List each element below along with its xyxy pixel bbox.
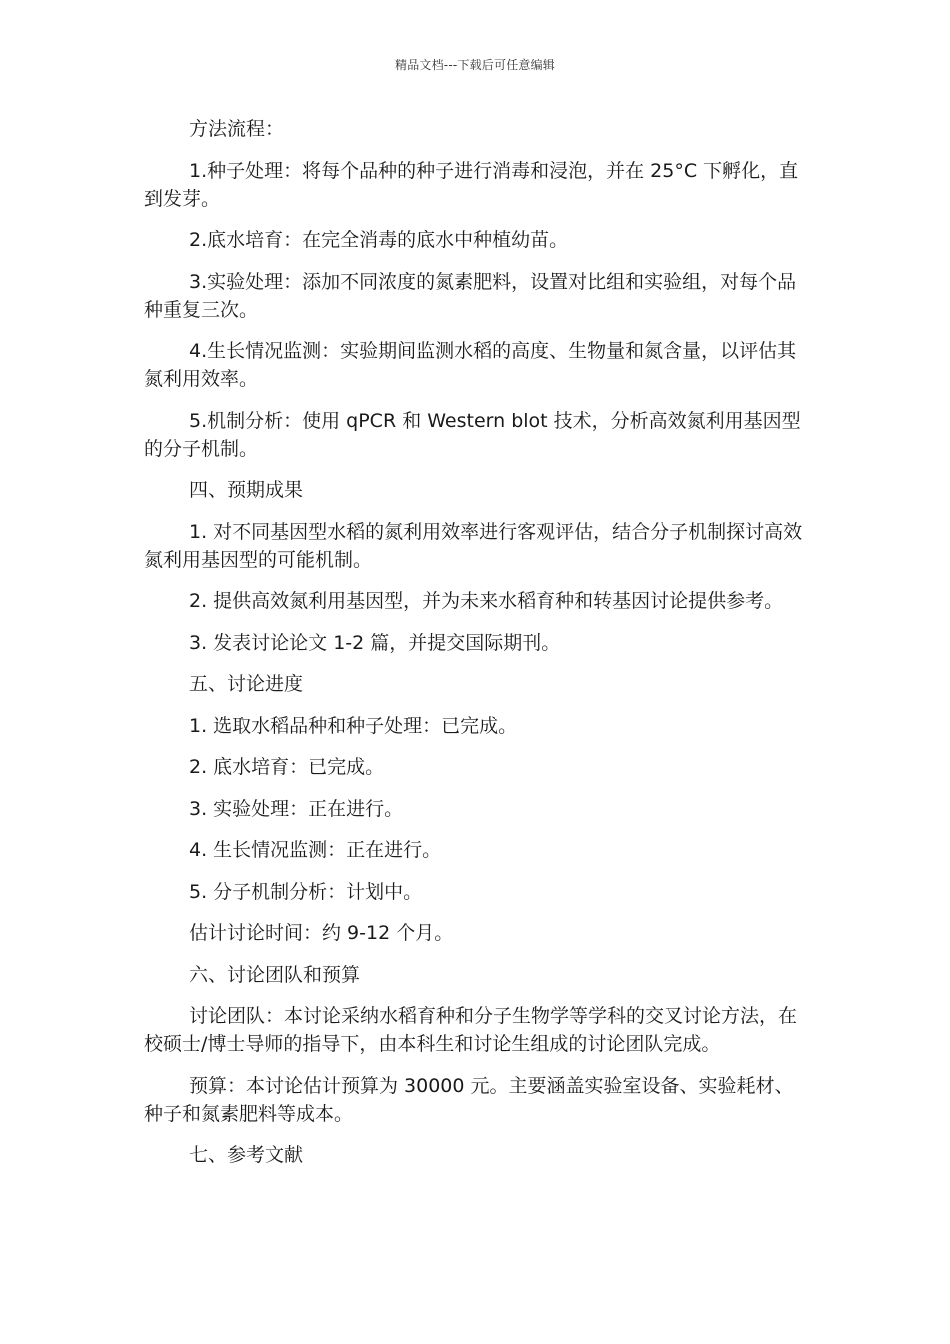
- progress-item-4: 4. 生长情况监测：正在进行。: [189, 839, 442, 861]
- method-step-2: 2.底水培育：在完全消毒的底水中种植幼苗。: [189, 229, 569, 251]
- progress-item-3: 3. 实验处理：正在进行。: [189, 797, 404, 820]
- estimated-time: 估计讨论时间：约 9-12 个月。: [189, 922, 454, 944]
- section-heading-expected-results: 四、预期成果: [189, 479, 304, 501]
- method-step-4: 4.生长情况监测：实验期间监测水稻的高度、生物量和氮含量，以评估其氮利用效率。: [144, 340, 797, 390]
- section-label-method-flow: 方法流程：: [189, 118, 285, 140]
- method-step-1: 1.种子处理：将每个品种的种子进行消毒和浸泡，并在 25°C 下孵化，直到发芽。: [144, 159, 799, 210]
- progress-item-5: 5. 分子机制分析：计划中。: [189, 880, 423, 903]
- document-body: [144, 115, 806, 1183]
- expected-result-3: 3. 发表讨论论文 1-2 篇，并提交国际期刊。: [189, 631, 561, 654]
- method-step-3: 3.实验处理：添加不同浓度的氮素肥料，设置对比组和实验组，对每个品种重复三次。: [144, 270, 797, 321]
- team-description: 讨论团队：本讨论采纳水稻育种和分子生物学等学科的交叉讨论方法，在校硕士/博士导师的指导下，由本科生和讨论生组成的讨论团队完成。: [144, 1005, 798, 1055]
- progress-item-1: 1. 选取水稻品种和种子处理：已完成。: [189, 714, 518, 737]
- page-header: 精品文档---下载后可任意编辑: [395, 58, 555, 72]
- expected-result-2: 2. 提供高效氮利用基因型，并为未来水稻育种和转基因讨论提供参考。: [189, 590, 784, 612]
- section-heading-references: 七、参考文献: [189, 1144, 304, 1166]
- budget-description: 预算：本讨论估计预算为 30000 元。主要涵盖实验室设备、实验耗材、种子和氮素肥料等成本。: [144, 1074, 794, 1125]
- expected-result-1: 1. 对不同基因型水稻的氮利用效率进行客观评估，结合分子机制探讨高效氮利用基因型的可能机制。: [144, 520, 803, 571]
- method-step-5: 5.机制分析：使用 qPCR 和 Western blot 技术，分析高效氮利用基因型的分子机制。: [144, 409, 801, 460]
- section-heading-progress: 五、讨论进度: [189, 673, 304, 695]
- progress-item-2: 2. 底水培育：已完成。: [189, 756, 385, 778]
- section-heading-team-budget: 六、讨论团队和预算: [189, 963, 361, 986]
